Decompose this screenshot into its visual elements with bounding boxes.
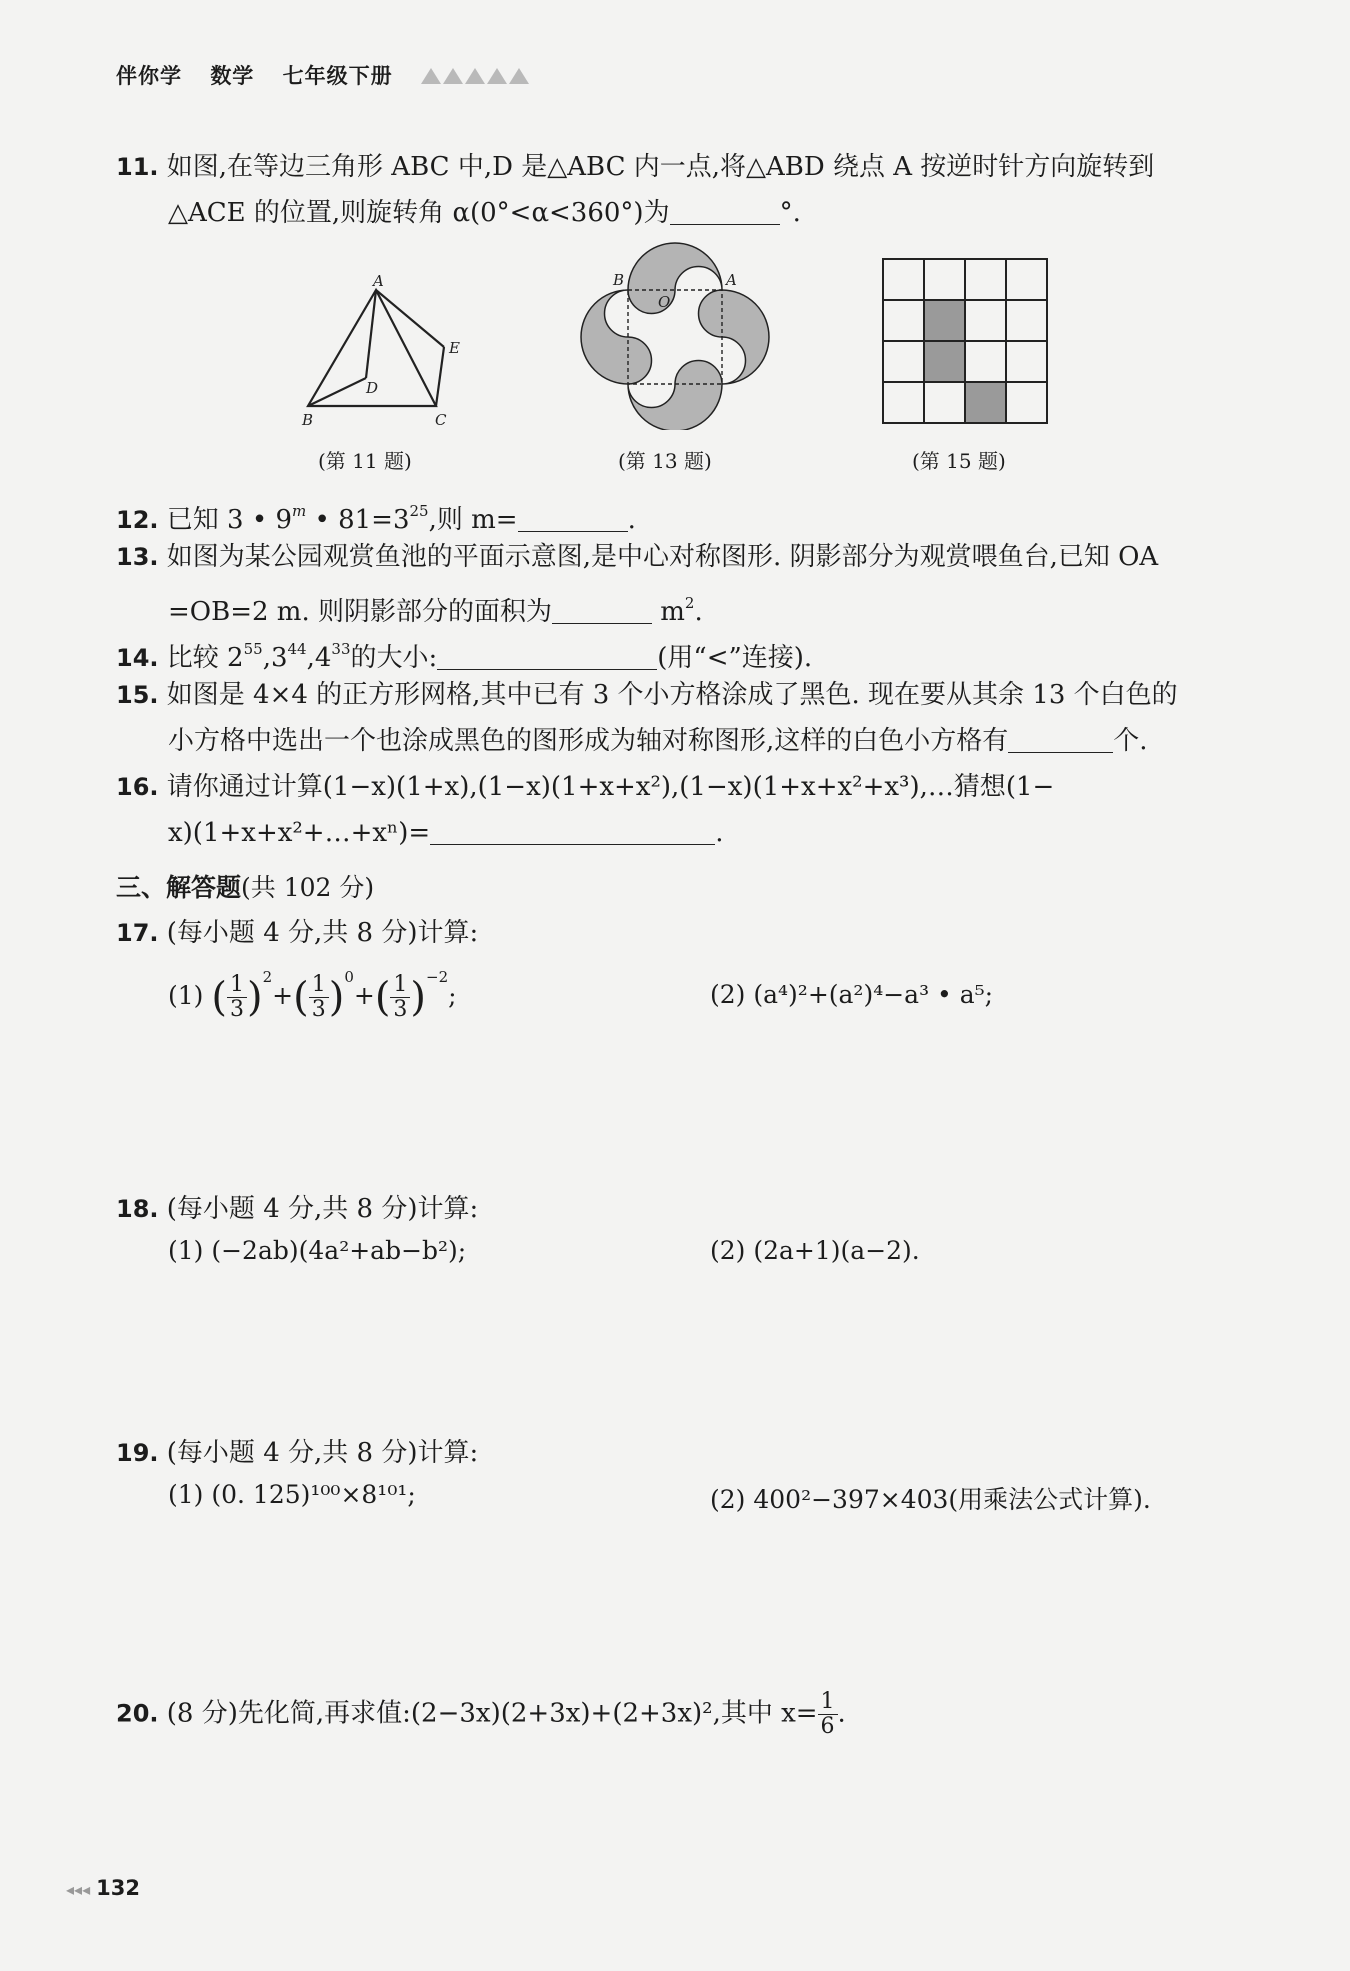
label-o: O: [658, 293, 671, 311]
question-text: =OB=2 m. 则阴影部分的面积为: [168, 597, 552, 627]
question-text: (用“<”连接).: [657, 643, 813, 673]
section-points: (共 102 分): [241, 873, 375, 902]
question-19-part-2: (2) 400²−397×403(用乘法公式计算).: [710, 1485, 1151, 1514]
question-number: 15.: [116, 681, 159, 709]
question-text: m: [651, 597, 685, 627]
question-text: 小方格中选出一个也涂成黑色的图形成为轴对称图形,这样的白色小方格有: [168, 726, 1009, 756]
exponent: 33: [331, 640, 351, 658]
question-number: 20.: [116, 1699, 159, 1728]
question-number: 17.: [116, 919, 159, 947]
question-11: [116, 144, 1236, 236]
question-text: 已知 3 • 9: [166, 505, 292, 535]
question-19: [116, 1430, 1236, 1476]
grid-figure: [882, 258, 1050, 426]
label-b: B: [302, 411, 314, 429]
question-text: .: [627, 505, 636, 535]
question-text: 如图为某公园观赏鱼池的平面示意图,是中心对称图形. 阴影部分为观赏喂鱼台,已知 OA: [166, 542, 1159, 572]
exponent: −2: [426, 968, 449, 986]
exponent: 55: [243, 640, 263, 658]
question-19-part-1: (1) (0. 125)¹⁰⁰×8¹⁰¹;: [168, 1480, 416, 1509]
fraction: $\frac{1}{6}$: [818, 1690, 838, 1739]
question-text: ,3: [262, 643, 288, 673]
question-text: 比较 2: [166, 643, 244, 673]
question-17-part-1: (1) ( $\frac{1}{3}$ )$^2$+( $\frac{1}{3}$ )$^0$+( $\frac{1}{3}$ )$^{-2}$;: [168, 968, 457, 1022]
triangle-ornament-icon: [421, 64, 531, 88]
question-18-part-1: (1) (−2ab)(4a²+ab−b²);: [168, 1236, 467, 1265]
label-d: D: [366, 379, 379, 397]
section-heading: [116, 868, 374, 904]
question-17: [116, 910, 1236, 956]
page-number-text: 132: [96, 1876, 140, 1900]
question-number: 12.: [116, 506, 159, 534]
section-title: 三、解答题: [116, 873, 242, 902]
exponent: 2: [262, 968, 273, 986]
exponent: 25: [409, 502, 429, 520]
page-header: [116, 60, 551, 90]
segment-ae: [376, 290, 444, 347]
question-text: °.: [779, 198, 801, 228]
question-text: (每小题 4 分,共 8 分)计算:: [166, 1194, 479, 1224]
grade-name: 七年级下册: [282, 64, 393, 88]
arrow-left-icon: ◂◂◂: [66, 1880, 91, 1899]
question-text: ,则 m=: [428, 505, 518, 535]
black-cell: [924, 300, 965, 341]
label-c: C: [435, 411, 447, 429]
question-text: (8 分)先化简,再求值:(2−3x)(2+3x)+(2+3x)²,其中 x=: [166, 1698, 818, 1729]
answer-blank[interactable]: [437, 641, 657, 670]
question-13: [116, 534, 1236, 635]
question-18: [116, 1186, 1236, 1232]
question-20: [116, 1690, 1236, 1739]
question-text: x)(1+x+x²+…+xⁿ)=: [168, 818, 431, 848]
fish-pond-figure: [580, 240, 770, 430]
question-text: △ACE 的位置,则旋转角 α(0°<α<360°)为: [168, 198, 670, 228]
question-text: 请你通过计算(1−x)(1+x),(1−x)(1+x+x²),(1−x)(1+x+x²+x³),…猜想(1−: [166, 772, 1055, 802]
subject-name: 数学: [210, 64, 255, 88]
fraction: $\frac{1}{3}$: [390, 973, 410, 1022]
question-text: ,4: [306, 643, 332, 673]
question-number: 19.: [116, 1439, 159, 1467]
figure-caption: (第 13 题): [618, 449, 712, 473]
question-18-part-2: (2) (2a+1)(a−2).: [710, 1236, 920, 1265]
part-label: (1): [168, 981, 204, 1010]
question-text: (每小题 4 分,共 8 分)计算:: [166, 918, 479, 948]
question-text: .: [837, 1698, 846, 1729]
question-15: [116, 672, 1236, 764]
exponent: m: [292, 502, 307, 520]
page-number: [66, 1876, 140, 1900]
label-e: E: [449, 339, 460, 357]
label-b: B: [613, 271, 625, 289]
black-cell: [965, 382, 1006, 423]
question-17-part-2: (2) (a⁴)²+(a²)⁴−a³ • a⁵;: [710, 980, 994, 1009]
exponent: 44: [287, 640, 307, 658]
figure-caption: (第 11 题): [318, 449, 412, 473]
question-text: 如图,在等边三角形 ABC 中,D 是△ABC 内一点,将△ABD 绕点 A 按逆时针方向旋转到: [166, 152, 1155, 182]
book-name: 伴你学: [116, 64, 182, 88]
fraction: $\frac{1}{3}$: [309, 973, 329, 1022]
question-text: 的大小:: [350, 643, 438, 673]
question-number: 11.: [116, 153, 159, 181]
answer-blank[interactable]: [670, 196, 780, 225]
answer-blank[interactable]: [552, 595, 652, 624]
answer-blank[interactable]: [518, 503, 628, 532]
exponent: 0: [344, 968, 354, 986]
question-16: [116, 764, 1236, 856]
part-end: ;: [448, 981, 457, 1010]
label-a: A: [726, 271, 737, 289]
question-number: 13.: [116, 543, 159, 571]
answer-blank[interactable]: [1008, 724, 1113, 753]
segment-ce: [436, 347, 444, 406]
fraction: $\frac{1}{3}$: [227, 973, 247, 1022]
question-text: (每小题 4 分,共 8 分)计算:: [166, 1438, 479, 1468]
exponent: 2: [684, 594, 695, 612]
question-text: • 81=3: [306, 505, 410, 535]
question-text: .: [715, 818, 724, 848]
label-a: A: [373, 275, 384, 290]
grid-lines: [883, 259, 1047, 423]
figure-caption: (第 15 题): [912, 449, 1006, 473]
question-number: 16.: [116, 773, 159, 801]
answer-blank[interactable]: [430, 816, 715, 845]
black-cell: [924, 341, 965, 382]
question-text: 如图是 4×4 的正方形网格,其中已有 3 个小方格涂成了黑色. 现在要从其余 13 个白色的: [166, 680, 1178, 710]
question-text: 个.: [1113, 726, 1148, 756]
triangle-figure: [290, 275, 490, 435]
question-number: 18.: [116, 1195, 159, 1223]
question-text: .: [694, 597, 703, 627]
question-number: 14.: [116, 644, 159, 672]
